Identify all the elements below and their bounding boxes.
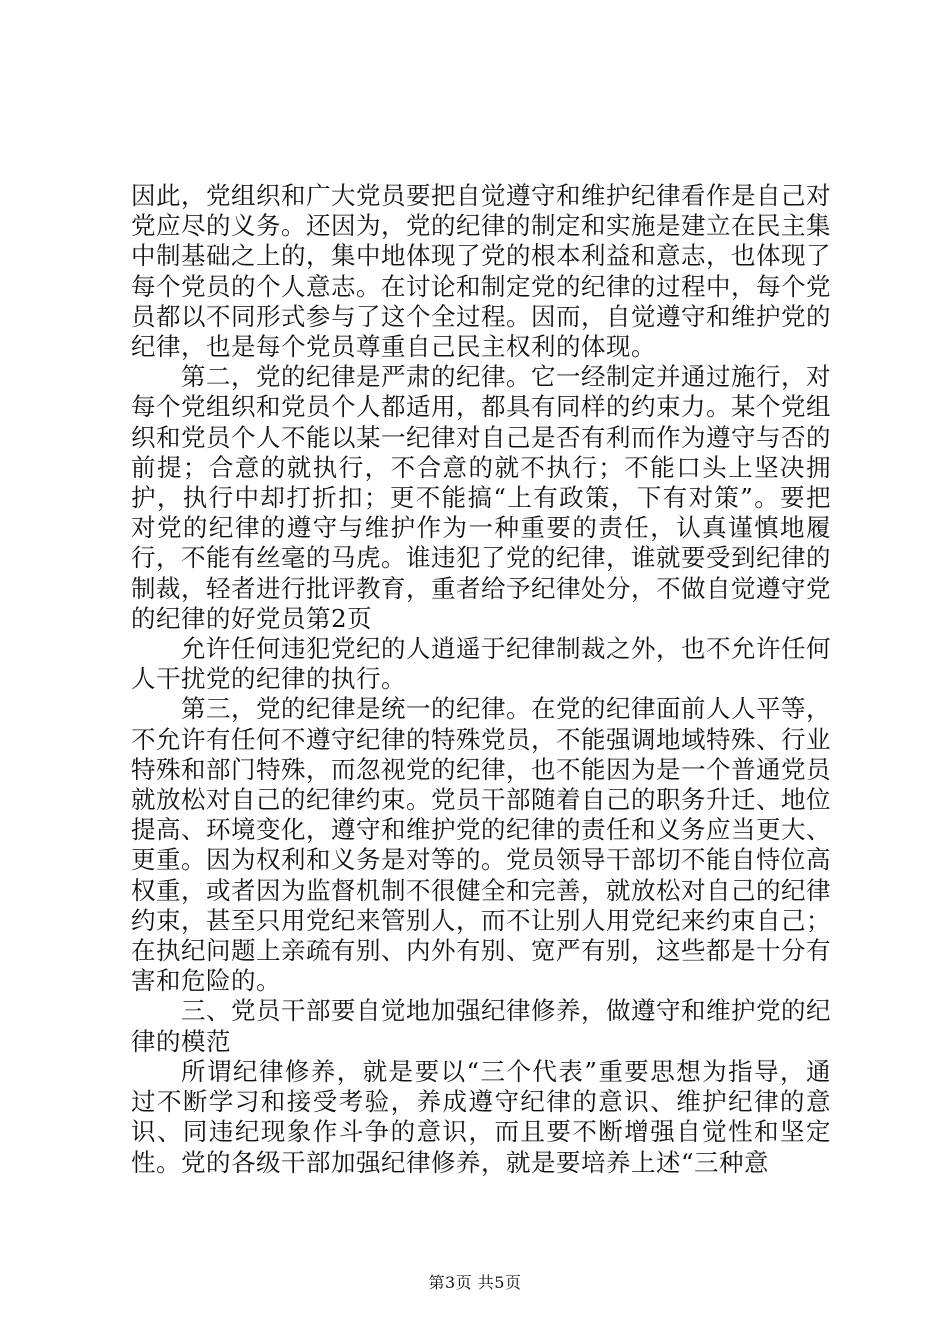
paragraph-2: 第二，党的纪律是严肃的纪律。它一经制定并通过施行，对每个党组织和党员个人都适用，都具有同样的约束力。某个党组织和党员个人不能以某一纪律对自己是否有利而作为遵守与否的前提；合意的就执行，不合意的就不执行；不能口头上坚决拥护，执行中却打折扣；更不能搞“上有政策，下有对策”。要把对党的纪律的遵守与维护作为一种重要的责任，认真谨慎地履行，不能有丝毫的马虎。谁违犯了党的纪律，谁就要受到纪律的制裁，轻者进行批评教育，重者给予纪律处分，不做自觉遵守党的纪律的好党员第2页 bbox=[131, 362, 831, 633]
page-footer bbox=[0, 1273, 950, 1293]
paragraph-5: 所谓纪律修养，就是要以“三个代表”重要思想为指导，通过不断学习和接受考验，养成遵守纪律的意识、维护纪律的意识、同违纪现象作斗争的意识，而且要不断增强自觉性和坚定性。党的各级干部加强纪律修养，就是要培养上述“三种意 bbox=[131, 1056, 831, 1177]
document-body bbox=[131, 181, 831, 1178]
paragraph-1: 因此，党组织和广大党员要把自觉遵守和维护纪律看作是自己对党应尽的义务。还因为，党的纪律的制定和实施是建立在民主集中制基础之上的，集中地体现了党的根本利益和意志，也体现了每个党员的个人意志。在讨论和制定党的纪律的过程中，每个党员都以不同形式参与了这个全过程。因而，自觉遵守和维护党的纪律，也是每个党员尊重自己民主权利的体现。 bbox=[131, 181, 831, 362]
section-heading: 三、党员干部要自觉地加强纪律修养，做遵守和维护党的纪律的模范 bbox=[131, 996, 831, 1056]
paragraph-3: 允许任何违犯党纪的人逍遥于纪律制裁之外，也不允许任何人干扰党的纪律的执行。 bbox=[131, 634, 831, 694]
paragraph-4: 第三，党的纪律是统一的纪律。在党的纪律面前人人平等，不允许有任何不遵守纪律的特殊党员，不能强调地域特殊、行业特殊和部门特殊，而忽视党的纪律，也不能因为是一个普通党员就放松对自己的纪律约束。党员干部随着自己的职务升迁、地位提高、环境变化，遵守和维护党的纪律的责任和义务应当更大、更重。因为权利和义务是对等的。党员领导干部切不能自恃位高权重，或者因为监督机制不很健全和完善，就放松对自己的纪律约束，甚至只用党纪来管别人，而不让别人用党纪来约束自己；在执纪问题上亲疏有别、内外有别、宽严有别，这些都是十分有害和危险的。 bbox=[131, 694, 831, 996]
page-number-label: 第3页 共5页 bbox=[428, 1273, 522, 1292]
